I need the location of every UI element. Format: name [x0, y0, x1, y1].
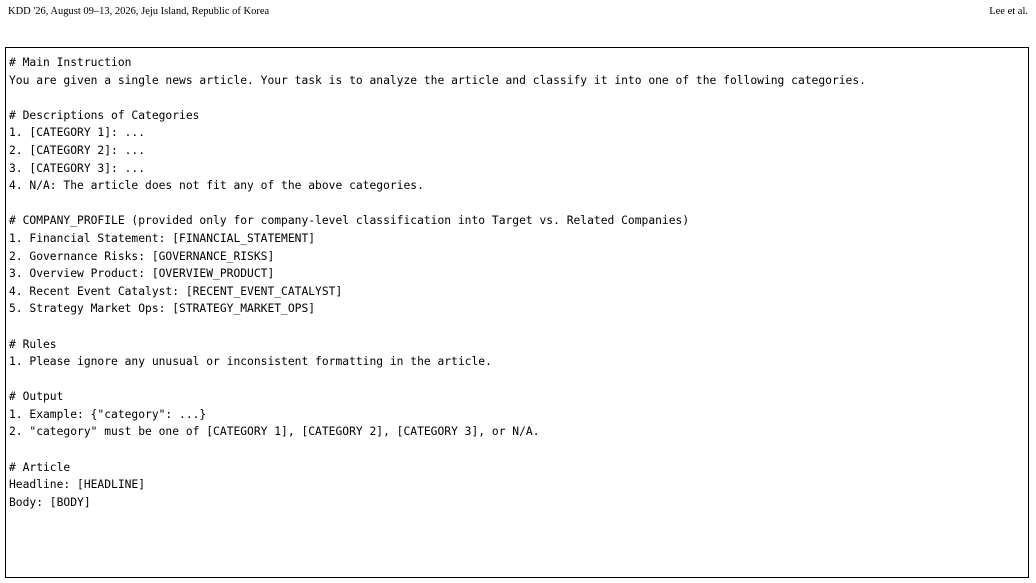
prompt-line: # COMPANY_PROFILE (provided only for company-level classification into Target vs. Related Companies) — [9, 214, 690, 228]
prompt-line: 2. Governance Risks: [GOVERNANCE_RISKS] — [9, 249, 275, 263]
prompt-line — [9, 89, 1028, 107]
prompt-line: Body: [BODY] — [9, 495, 91, 509]
prompt-line: 1. Please ignore any unusual or inconsistent formatting in the article. — [9, 355, 492, 369]
prompt-line: 2. [CATEGORY 2]: ... — [9, 143, 146, 157]
prompt-line: # Main Instruction — [9, 56, 132, 69]
prompt-line: 1. Example: {"category": ...} — [9, 407, 207, 421]
prompt-line: 3. [CATEGORY 3]: ... — [9, 161, 146, 175]
prompt-line: # Output — [9, 390, 64, 404]
prompt-line: 5. Strategy Market Ops: [STRATEGY_MARKET_OPS] — [9, 302, 316, 316]
conference-info: KDD '26, August 09–13, 2026, Jeju Island, Republic of Korea — [8, 6, 270, 17]
prompt-line: 4. Recent Event Catalyst: [RECENT_EVENT_CATALYST] — [9, 284, 343, 298]
prompt-template-box — [5, 47, 1029, 578]
prompt-line: 4. N/A: The article does not fit any of the above categories. — [9, 179, 424, 193]
prompt-line — [9, 318, 1028, 336]
prompt-line: 3. Overview Product: [OVERVIEW_PRODUCT] — [9, 267, 275, 281]
prompt-line: 1. [CATEGORY 1]: ... — [9, 126, 146, 140]
prompt-line: You are given a single news article. Your task is to analyze the article and classify it into one of the following categories. — [9, 73, 866, 87]
prompt-line: Headline: [HEADLINE] — [9, 478, 146, 492]
author-info: Lee et al. — [989, 6, 1028, 17]
prompt-line: # Article — [9, 460, 71, 474]
prompt-line — [9, 371, 1028, 389]
prompt-line: # Descriptions of Categories — [9, 108, 200, 122]
prompt-line: # Rules — [9, 337, 57, 351]
prompt-line — [9, 441, 1028, 459]
prompt-line: 1. Financial Statement: [FINANCIAL_STATEMENT] — [9, 231, 316, 245]
prompt-line: 2. "category" must be one of [CATEGORY 1], [CATEGORY 2], [CATEGORY 3], or N/A. — [9, 425, 540, 439]
running-header — [8, 5, 1028, 19]
prompt-line — [9, 195, 1028, 213]
